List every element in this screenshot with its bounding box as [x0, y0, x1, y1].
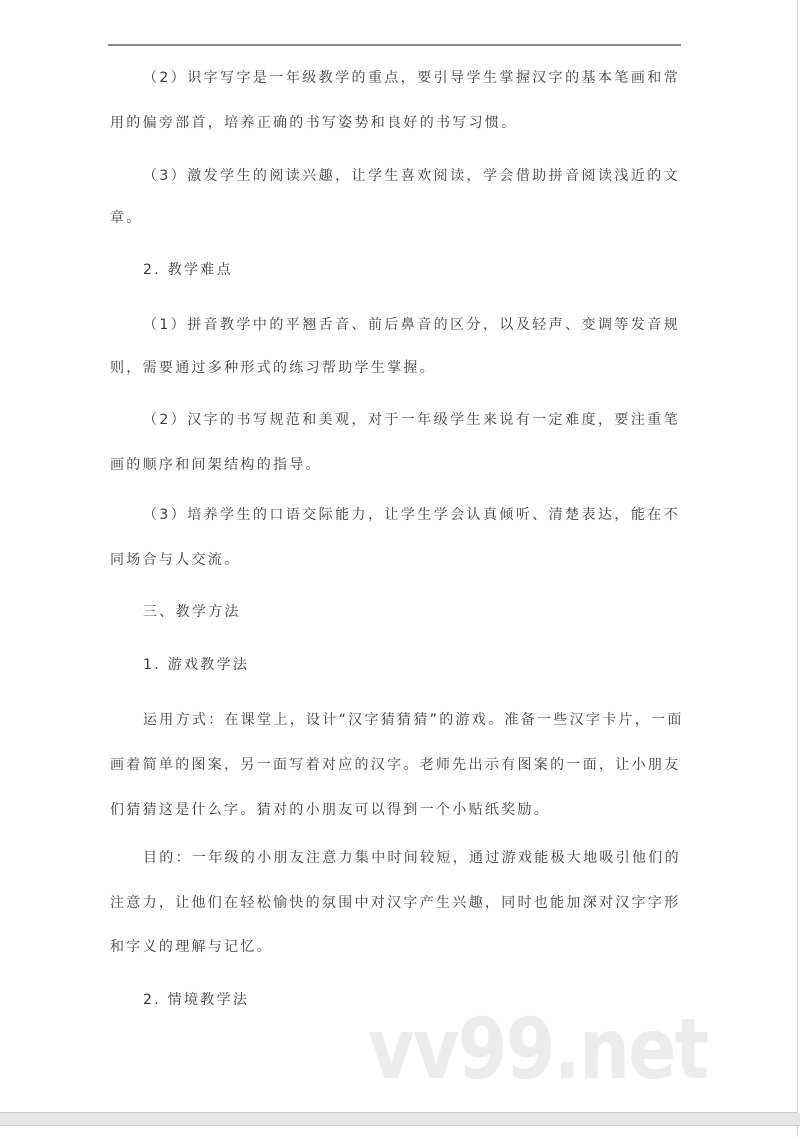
paragraph-line: （2）识字写字是一年级教学的重点，要引导学生掌握汉字的基本笔画和常 — [143, 70, 680, 86]
section-heading: 2. 教学难点 — [143, 262, 233, 278]
page-gap — [0, 1113, 800, 1126]
paragraph-line: （1）拼音教学中的平翘舌音、前后鼻音的区分，以及轻声、变调等发音规 — [143, 317, 680, 333]
watermark: vv99.net — [368, 1000, 708, 1098]
paragraph-line: 画着简单的图案，另一面写着对应的汉字。老师先出示有图案的一面，让小朋友 — [110, 757, 681, 773]
header-rule — [108, 44, 681, 46]
section-heading: 三、教学方法 — [143, 604, 241, 620]
section-heading: 1. 游戏教学法 — [143, 657, 250, 673]
paragraph-line: （3）激发学生的阅读兴趣，让学生喜欢阅读，学会借助拼音阅读浅近的文 — [143, 168, 680, 184]
paragraph-line: （3）培养学生的口语交际能力，让学生学会认真倾听、清楚表达，能在不 — [143, 507, 680, 523]
paragraph-line: 注意力，让他们在轻松愉快的氛围中对汉字产生兴趣，同时也能加深对汉字字形 — [110, 895, 681, 911]
paragraph-line: 同场合与人交流。 — [110, 552, 241, 568]
paragraph-line: 目的：一年级的小朋友注意力集中时间较短，通过游戏能极大地吸引他们的 — [143, 850, 681, 866]
next-page — [0, 1126, 798, 1137]
paragraph-line: 用的偏旁部首，培养正确的书写姿势和良好的书写习惯。 — [110, 115, 518, 131]
paragraph-line: （2）汉字的书写规范和美观，对于一年级学生来说有一定难度，要注重笔 — [143, 412, 680, 428]
paragraph-line: 们猜猜这是什么字。猜对的小朋友可以得到一个小贴纸奖励。 — [110, 802, 551, 818]
paragraph-line: 和字义的理解与记忆。 — [110, 939, 273, 955]
paragraph-line: 运用方式：在课堂上，设计“汉字猜猜猜”的游戏。准备一些汉字卡片，一面 — [143, 712, 684, 728]
section-heading: 2. 情境教学法 — [143, 992, 250, 1008]
paragraph-line: 章。 — [110, 210, 143, 226]
paragraph-line: 则，需要通过多种形式的练习帮助学生掌握。 — [110, 360, 436, 376]
paragraph-line: 画的顺序和间架结构的指导。 — [110, 457, 322, 473]
